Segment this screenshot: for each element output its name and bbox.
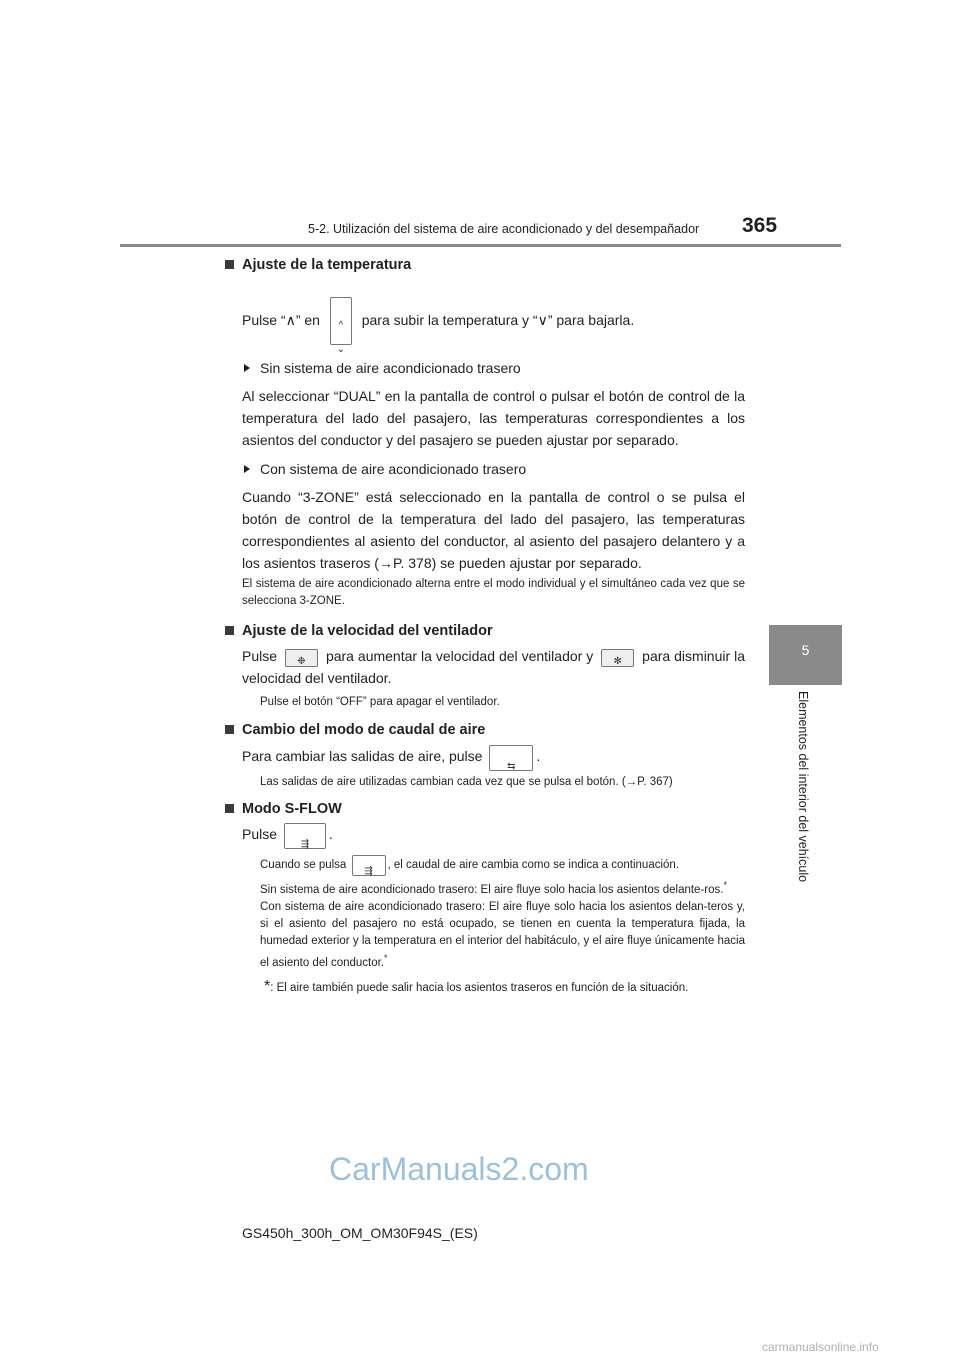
- sflow-button-small-icon: ⇶: [352, 855, 386, 876]
- fan-decrease-button-icon: ✻: [601, 649, 634, 667]
- note-airflow: Las salidas de aire utilizadas cambian cada vez que se pulsa el botón. (→P. 367): [260, 776, 673, 789]
- bullet-square-icon: [225, 626, 234, 635]
- section-heading-sflow: Modo S-FLOW: [242, 801, 745, 817]
- subheading-rear-ac: Con sistema de aire acondicionado trasero: [242, 458, 745, 480]
- sflow-button-icon: ⇶: [284, 823, 326, 849]
- page-number: 365: [742, 214, 778, 237]
- note-sflow-rear: Con sistema de aire acondicionado trasero: El aire fluye solo hacia los asientos delan-teros y, si el asiento del pasajero no está ocupado, se tienen en cuenta la temperatura fijada, la humedad exterior y la temperatura en el interior del habitáculo, y el aire fluye únicamente hacia el asiento del conductor.*: [260, 901, 745, 969]
- section-heading-airflow: Cambio del modo de caudal de aire: [242, 722, 745, 738]
- paragraph-dual: Al seleccionar “DUAL” en la pantalla de control o pulsar el botón de control de la temperatura del lado del pasajero, las temperaturas correspondientes a los asientos del conductor y del pasajero se pueden ajustar por separado.: [242, 388, 745, 449]
- section-heading-temperature: Ajuste de la temperatura: [242, 257, 745, 273]
- watermark: CarManuals2.com: [329, 1151, 589, 1187]
- note-3zone: El sistema de aire acondicionado alterna entre el modo individual y el simultáneo cada vez que se selecciona 3-ZONE.: [242, 578, 745, 608]
- footer-document-code: GS450h_300h_OM_OM30F94S_(ES): [242, 1225, 478, 1241]
- temperature-instruction: Pulse “∧” en ^ ⌄ para subir la temperatura y “∨” para bajarla.: [242, 296, 745, 345]
- note-fan-off: Pulse el botón “OFF” para apagar el ventilador.: [260, 696, 500, 709]
- triangle-bullet-icon: [244, 364, 250, 372]
- fan-instruction: Pulse ❉ para aumentar la velocidad del ventilador y ✻ para disminuir la velocidad del ventilador.: [242, 648, 745, 687]
- sflow-instruction: Pulse ⇶ .: [242, 819, 745, 849]
- header-rule: [120, 244, 841, 247]
- chapter-label: Elementos del interior del vehículo: [796, 691, 810, 883]
- note-sflow-no-rear: Sin sistema de aire acondicionado trasero: El aire fluye solo hacia los asientos delante-ros.*: [260, 880, 727, 897]
- bullet-square-icon: [225, 260, 234, 269]
- asterisk-mark: *: [264, 977, 271, 995]
- asterisk-mark: *: [384, 953, 388, 964]
- asterisk-mark: *: [723, 880, 727, 891]
- watermark-small: carmanualsonline.info: [762, 1340, 879, 1354]
- airflow-mode-button-icon: ⇆: [489, 745, 533, 771]
- fan-increase-button-icon: ❉: [285, 649, 318, 667]
- triangle-bullet-icon: [244, 465, 250, 473]
- bullet-square-icon: [225, 725, 234, 734]
- page-content: [242, 257, 745, 997]
- down-symbol: ∨: [537, 312, 548, 328]
- note-sflow-press: Cuando se pulsa ⇶ , el caudal de aire cambia como se indica a continuación.: [242, 853, 745, 877]
- header-title: 5-2. Utilización del sistema de aire acondicionado y del desempañador: [308, 222, 700, 236]
- airflow-instruction: Para cambiar las salidas de aire, pulse ⇆ .: [242, 741, 745, 771]
- subheading-no-rear-ac: Sin sistema de aire acondicionado trasero: [242, 357, 745, 379]
- chapter-label-container: [796, 691, 816, 891]
- footnote-sflow: *: El aire también puede salir hacia los asientos traseros en función de la situación.: [264, 977, 689, 995]
- bullet-square-icon: [225, 804, 234, 813]
- temperature-up-down-button-icon: ^ ⌄: [330, 297, 352, 345]
- chapter-number: 5: [801, 642, 810, 658]
- up-symbol: ∧: [285, 312, 296, 328]
- section-heading-fan: Ajuste de la velocidad del ventilador: [242, 623, 745, 639]
- chapter-tab: [769, 625, 842, 685]
- paragraph-3zone: Cuando “3-ZONE” está seleccionado en la pantalla de control o se pulsa el botón de control de la temperatura del lado del pasajero, las temperaturas correspondientes al asiento del conductor, al asiento del pasajero delantero y a los asientos traseros (→P. 378) se pueden ajustar por separado.: [242, 489, 745, 572]
